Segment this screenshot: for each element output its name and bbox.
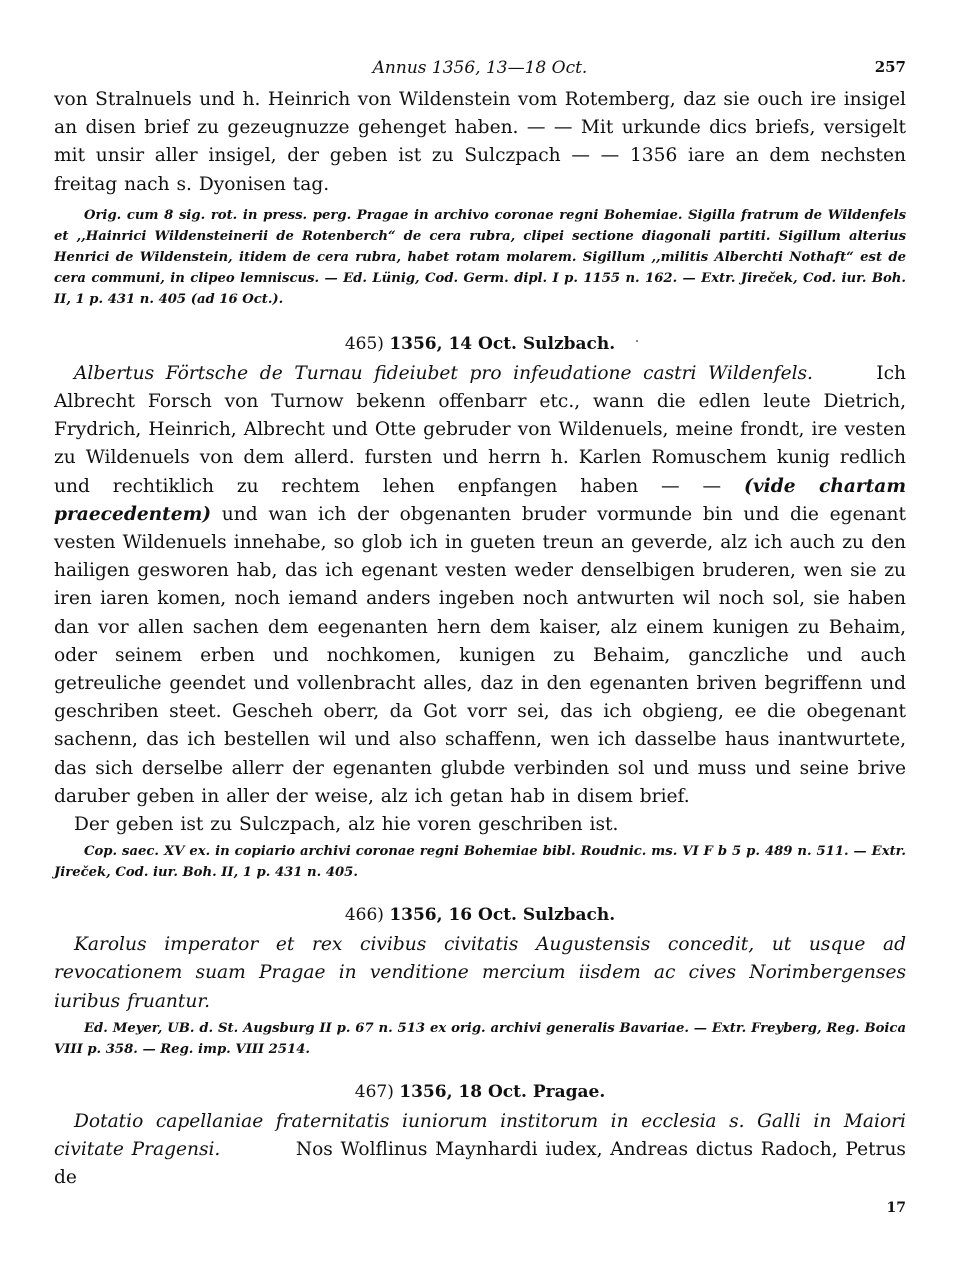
doc464-note: Orig. cum 8 sig. rot. in press. perg. Pragae in archivo coronae regni Bohemiae. Sigilla fratrum de Wildenfels et ,,Hainrici Wildensteinerii de Rotenberch“ de cera rubra, clipei sectione diagonali partiti. Sigillum alterius Henrici de Wildenstein, itidem de cera rubra, habet rotam molarem. Sigillum ,,militis Alberchti Nothaft“ est de cera communi, in clipeo lemniscus. — Ed. Lünig, Cod. Germ. dipl. I p. 1155 n. 162. — Extr. Jireček, Cod. iur. Boh. II, 1 p. 431 n. 405 (ad 16 Oct.). [54, 207, 906, 307]
doc465-text-rest: und wan ich der obgenanten bruder vormunde bin und die egenant vesten Wildenuels innehabe, so glob ich in gueten treun an geverde, alz ich auch zu den hailigen gesworen hab, das ich egenant vesten weder denselbigen bruderen, wen sie zu iren iaren komen, noch iemand anders ingeben noch antwurten wil noch sol, sie haben dan vor allen sachen dem eegenanten hern dem kaiser, alz einem kunigen zu Behaim, oder seinem erben und nochkomen, kunigen zu Behaim, ganczliche und auch getreuliche geendet und vollenbracht alles, daz in den egenanten briven begriffenn und geschriben steet. Gescheh oberr, da Got vorr sei, das ich obgieng, ee die obegenant sachenn, das ich bestellen wil und also schaffenn, wen ich dasselbe haus inantwurtete, das sich derselbe allerr der egenanten glubde verbinden sol und muss und seine brive daruber geben in aller der weise, alz ich getan hab in disem brief. [54, 503, 906, 807]
running-head-title: Annus 1356, 13—18 Oct. [372, 58, 588, 78]
running-head [54, 58, 906, 86]
speck [636, 340, 638, 342]
doc464-text: von Stralnuels und h. Heinrich von Wildenstein vom Rotemberg, daz sie ouch ire insigel an disen brief zu gezeugnuzze gehenget haben. — — Mit urkunde dics briefs, versigelt mit unsir aller insigel, der geben ist zu Sulczpach — — 1356 iare an dem nechsten freitag nach s. Dyonisen tag. [54, 89, 906, 195]
doc465-editorial: (vide chartam praecedentem) [54, 475, 906, 525]
doc466-heading [54, 905, 906, 925]
doc467-regest: Dotatio capellaniae fraternitatis iuniorum institorum in ecclesia s. Galli in Maiori civitate Pragensi. [54, 1110, 906, 1161]
doc465-number: 465) [344, 333, 384, 354]
doc467-date: 1356, 18 Oct. Pragae. [399, 1081, 606, 1102]
doc465-note: Cop. saec. XV ex. in copiario archivi coronae regni Bohemiae bibl. Roudnic. ms. VI F b 5 p. 489 n. 511. — Extr. Jireček, Cod. iur. Boh. II, 1 p. 431 n. 405. [54, 844, 906, 881]
doc466-number: 466) [344, 905, 384, 926]
doc466-date: 1356, 16 Oct. Sulzbach. [389, 905, 616, 926]
doc465-body [54, 360, 906, 811]
page [54, 58, 906, 1192]
doc467-heading [54, 1082, 906, 1102]
doc467-body [54, 1108, 906, 1193]
signature-mark: 17 [886, 1200, 906, 1216]
doc465-regest: Albertus Förtsche de Turnau fideiubet pro infeudatione castri Wildenfels. [74, 362, 813, 384]
doc466-note: Ed. Meyer, UB. d. St. Augsburg II p. 67 n. 513 ex orig. archivi generalis Bavariae. — Extr. Freyberg, Reg. Boica VIII p. 358. — Reg. imp. VIII 2514. [54, 1020, 906, 1057]
doc465-heading [54, 334, 906, 354]
doc465-closing: Der geben ist zu Sulczpach, alz hie voren geschriben ist. [74, 814, 619, 836]
doc467-number: 467) [354, 1081, 394, 1102]
doc465-date: 1356, 14 Oct. Sulzbach. [389, 333, 616, 354]
doc467-text-start: Nos Wolflinus Maynhardi iudex, Andreas dictus Radoch, Petrus de [54, 1139, 906, 1189]
doc466-regest: Karolus imperator et rex civibus civitatis Augustensis concedit, ut usque ad revocationem suam Pragae in venditione mercium iisdem ac cives Norimbergenses iuribus fruantur. [54, 934, 906, 1012]
doc465-text-start: Ich Albrecht Forsch von Turnow bekenn offenbarr etc., wann die edlen leute Dietrich, Frydrich, Heinrich, Albrecht und Otte gebruder von Wildenuels, meine frondt, ire vesten zu Wildenuels von dem allerd. fursten und herrn h. Karlen Romuschem kunig redlich und rechtiklich zu rechtem lehen enpfangen haben — — [54, 362, 906, 497]
page-number: 257 [874, 58, 906, 76]
